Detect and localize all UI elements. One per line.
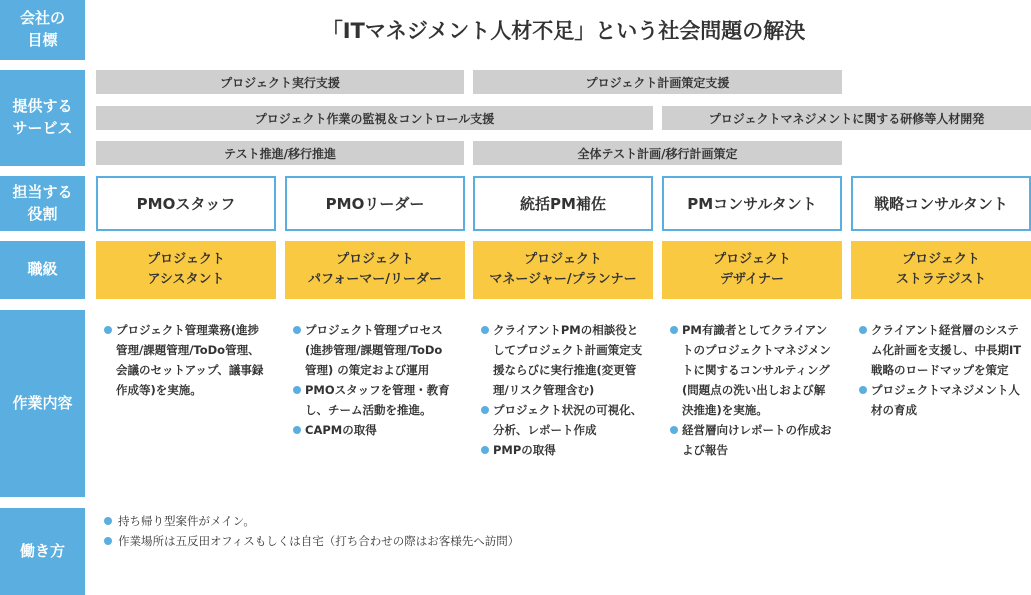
rank-line-1: プロジェクト [524,251,602,267]
task-item [670,420,835,460]
task-text: プロジェクト管理プロセス(進捗管理/課題管理/ToDo管理) の策定および運用 [305,323,443,377]
work-style-item [104,511,1004,531]
rank-line-2: ストラテジスト [895,272,987,287]
service-test-migration-planning: 全体テスト計画/移行計画策定 [473,141,842,165]
tasks-pmo-leader [293,320,453,440]
work-style-item [104,531,1004,551]
task-item [293,380,453,420]
mission-title: 「ITマネジメント人材不足」という社会問題の解決 [321,19,806,43]
header-tasks: 作業内容 [0,310,85,497]
task-text: プロジェクト状況の可視化、分析、レポート作成 [493,403,643,437]
tasks-pmo-staff [104,320,269,400]
task-text: 経営層向けレポートの作成および報告 [682,423,832,457]
task-text: プロジェクト管理業務(進捗管理/課題管理/ToDo管理、会議のセットアップ、議事録作成等)を実施。 [116,323,264,397]
task-item [481,320,643,400]
tasks-chief-pm-assistant [481,320,643,460]
rank-manager-planner [473,241,653,299]
task-text: CAPMの取得 [305,423,377,437]
task-text: PMOスタッフを管理・教育し、チーム活動を推進。 [305,383,450,417]
bullet-icon [104,537,112,545]
task-text: PM有識者としてクライアントのプロジェクトマネジメントに関するコンサルティング(問題点の洗い出しおよび解決推進)を実施。 [682,323,831,417]
rank-line-2: パフォーマー/リーダー [307,272,443,287]
bullet-icon [670,326,678,334]
tasks-pm-consultant [670,320,835,460]
header-services: 提供する サービス [0,70,85,166]
role-chief-pm-assistant: 統括PM補佐 [473,176,653,231]
task-item [859,380,1027,420]
work-style-list [104,511,1004,551]
task-item [104,320,269,400]
header-mission: 会社の 目標 [0,0,85,60]
bullet-icon [859,326,867,334]
bullet-icon [104,326,112,334]
tasks-strategy-consultant [859,320,1027,420]
bullet-icon [104,517,112,525]
service-hr-development: プロジェクトマネジメントに関する研修等人材開発 [662,106,1031,130]
rank-performer-leader [285,241,465,299]
task-item [481,440,643,460]
rank-line-2: アシスタント [147,272,225,287]
rank-line-2: デザイナー [719,272,785,287]
bullet-icon [859,386,867,394]
role-pmo-leader: PMOリーダー [285,176,465,231]
service-project-planning: プロジェクト計画策定支援 [473,70,842,94]
bullet-icon [293,326,301,334]
task-item [670,320,835,420]
task-item [293,420,453,440]
work-style-text: 持ち帰り型案件がメイン。 [118,514,255,528]
rank-line-1: プロジェクト [336,251,414,267]
bullet-icon [293,386,301,394]
rank-line-1: プロジェクト [713,251,791,267]
service-project-execution: プロジェクト実行支援 [96,70,464,94]
bullet-icon [293,426,301,434]
role-pmo-staff: PMOスタッフ [96,176,276,231]
service-monitoring-control: プロジェクト作業の監視＆コントロール支援 [96,106,653,130]
work-style-text: 作業場所は五反田オフィスもしくは自宅（打ち合わせの際はお客様先へ訪問） [118,534,520,548]
role-pm-consultant: PMコンサルタント [662,176,842,231]
rank-strategist [851,241,1031,299]
bullet-icon [481,406,489,414]
bullet-icon [481,446,489,454]
header-roles: 担当する 役割 [0,176,85,231]
rank-line-1: プロジェクト [147,251,225,267]
task-item [481,400,643,440]
task-item [859,320,1027,380]
role-strategy-consultant: 戦略コンサルタント [851,176,1031,231]
task-text: クライアントPMの相談役としてプロジェクト計画策定支援ならびに実行推進(変更管理/リスク管理含む) [493,323,643,397]
rank-line-1: プロジェクト [902,251,980,267]
task-item [293,320,453,380]
header-rank: 職級 [0,241,85,299]
header-work-style: 働き方 [0,508,85,595]
task-text: クライアント経営層のシステム化計画を支援し、中長期IT戦略のロードマップを策定 [871,323,1022,377]
task-text: PMPの取得 [493,443,556,457]
service-test-migration: テスト推進/移行推進 [96,141,464,165]
bullet-icon [481,326,489,334]
task-text: プロジェクトマネジメント人材の育成 [871,383,1020,417]
rank-line-2: マネージャー/プランナー [489,272,637,287]
rank-designer [662,241,842,299]
rank-assistant [96,241,276,299]
bullet-icon [670,426,678,434]
